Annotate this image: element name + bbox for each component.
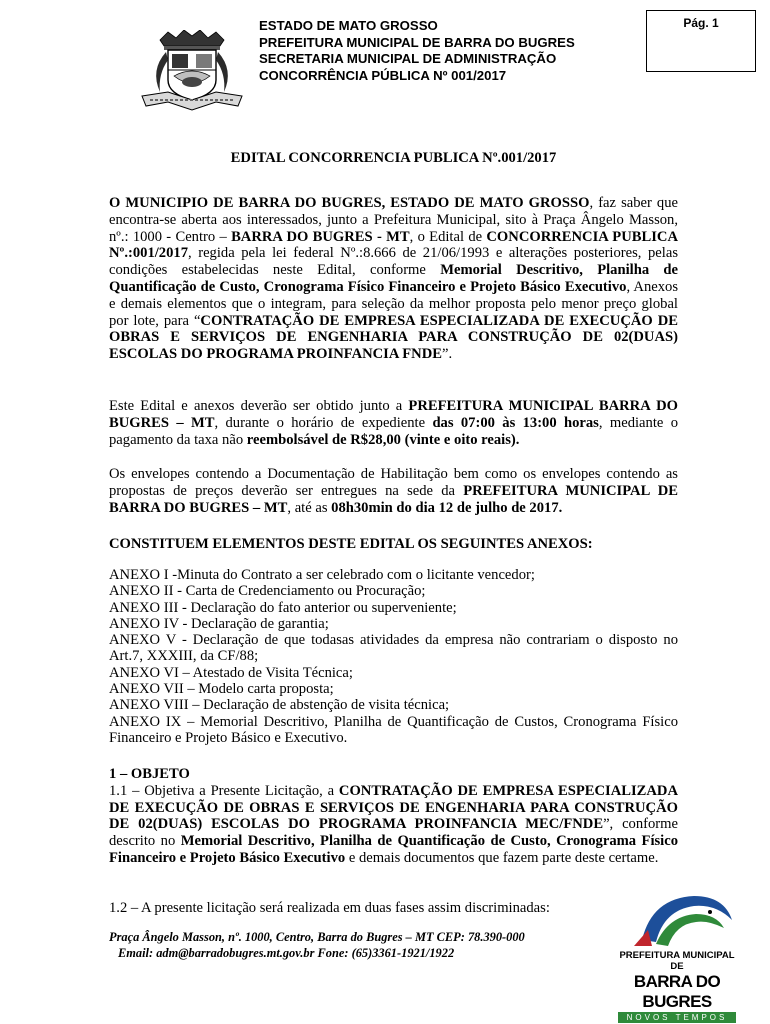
objeto-text-3: e demais documentos que fazem parte deste certame. <box>345 849 659 866</box>
intro-object: CONTRATAÇÃO DE EMPRESA ESPECIALIZADA DE EXECUÇÃO DE OBRAS E SERVIÇOS DE ENGENHARIA PARA CONSTRUÇÃO DE 02(DUAS) ESCOLAS DO PROGRAMA PROINFANCIA FNDE <box>109 312 678 363</box>
annex-list <box>109 567 678 746</box>
p3-prefeitura: PREFEITURA MUNICIPAL DE BARRA DO BUGRES – MT <box>109 482 679 516</box>
coat-of-arms <box>138 30 246 112</box>
header-block <box>259 18 575 84</box>
logo-tagline: NOVOS TEMPOS <box>618 1012 736 1023</box>
p3-deadline: 08h30min do dia 12 de julho de 2017. <box>331 499 563 516</box>
logo-top-text: PREFEITURA MUNICIPAL DE <box>619 950 735 972</box>
paragraph-edital-acquisition <box>109 398 678 448</box>
p3-text-1: Os envelopes contendo a Documentação de Habilitação bem como os envelopes contendo as propostas de preços deverão ser entregues na sede da <box>109 466 678 499</box>
document-title <box>109 150 678 167</box>
annex-item: ANEXO V - Declaração de que todasas atividades da empresa não contrariam o disposto no Art.7, XXXIII, da CF/88; <box>109 632 678 665</box>
footer-line-1: Praça Ângelo Masson, nº. 1000, Centro, Barra do Bugres – MT CEP: 78.390-000 <box>109 930 525 944</box>
p2-text-2: , durante o horário de expediente <box>214 414 433 431</box>
document-title-text: EDITAL CONCORRENCIA PUBLICA Nº.001/2017 <box>230 150 557 166</box>
annexes-heading <box>109 536 678 553</box>
header-secretaria: SECRETARIA MUNICIPAL DE ADMINISTRAÇÃO <box>259 51 557 67</box>
annex-item: ANEXO II - Carta de Credenciamento ou Procuração; <box>109 583 426 600</box>
annex-item: ANEXO VIII – Declaração de abstenção de visita técnica; <box>109 697 450 714</box>
intro-text-4: , Anexos e demais elementos que o integram, para seleção da melhor proposta pelo menor preço global por lote, para “ <box>109 278 679 329</box>
p2-hours: das 07:00 às 13:00 horas <box>432 414 599 431</box>
annex-item: ANEXO IV - Declaração de garantia; <box>109 615 329 632</box>
header-state: ESTADO DE MATO GROSSO <box>259 18 438 33</box>
logo-main-text: BARRA DO BUGRES <box>633 972 721 1011</box>
objeto-1-2 <box>109 900 678 917</box>
annex-item: ANEXO IX – Memorial Descritivo, Planilha de Quantificação de Custos, Cronograma Físico Financeiro e Projeto Básico e Executivo. <box>109 713 678 746</box>
p2-prefeitura: PREFEITURA MUNICIPAL BARRA DO BUGRES – MT <box>109 398 678 431</box>
p3-text-2: , até as <box>287 499 332 516</box>
intro-municipio: O MUNICIPIO DE BARRA DO BUGRES, ESTADO DE MATO GROSSO <box>109 195 590 211</box>
page-number-box <box>646 10 756 72</box>
objeto-text-1: 1.1 – Objetiva a Presente Licitação, a <box>109 782 339 799</box>
intro-text-1: , faz saber que encontra-se aberta aos interessados, junto a Prefeitura Municipal, sito à Praça Ângelo Masson, nº.: 1000 - Centro – <box>109 195 678 245</box>
objeto-1-2-text: 1.2 – A presente licitação será realizada em duas fases assim discriminadas: <box>109 900 550 916</box>
fish-logo-icon <box>612 890 742 948</box>
paragraph-envelopes <box>109 466 678 516</box>
objeto-heading: 1 – OBJETO <box>109 766 190 782</box>
footer-address <box>109 930 525 961</box>
intro-text-5: ”. <box>441 346 453 363</box>
header-prefeitura: PREFEITURA MUNICIPAL DE BARRA DO BUGRES <box>259 34 575 50</box>
objeto-documents: Memorial Descritivo, Planilha de Quantificação de Custo, Cronograma Físico Financeiro e Projeto Básico Executivo <box>109 833 679 866</box>
annex-item: ANEXO VII – Modelo carta proposta; <box>109 681 334 698</box>
header-concorrencia: CONCORRÊNCIA PÚBLICA Nº 001/2017 <box>259 67 507 83</box>
intro-documents: Memorial Descritivo, Planilha de Quantificação de Custo, Cronograma Físico Financeiro e Projeto Básico Executivo <box>109 262 678 295</box>
annex-item: ANEXO VI – Atestado de Visita Técnica; <box>109 664 353 681</box>
annex-item: ANEXO III - Declaração do fato anterior ou superveniente; <box>109 599 457 616</box>
p2-text-3: , mediante o pagamento da taxa não <box>109 414 679 448</box>
p2-text-1: Este Edital e anexos deverão ser obtido junto a <box>109 398 409 414</box>
annexes-heading-text: CONSTITUEM ELEMENTOS DESTE EDITAL OS SEGUINTES ANEXOS: <box>109 536 593 552</box>
page-number: Pág. 1 <box>683 16 719 30</box>
intro-paragraph <box>109 195 678 363</box>
intro-city: BARRA DO BUGRES - MT <box>231 228 410 245</box>
p2-fee: reembolsável de R$28,00 (vinte e oito reais). <box>246 431 520 448</box>
intro-text-3: , regida pela lei federal Nº.:8.666 de 21/06/1993 e alterações posteriores, pelas condições estabelecidas neste Edital, conforme <box>109 245 678 279</box>
intro-edital-number: CONCORRENCIA PUBLICA Nº.:001/2017 <box>109 228 678 262</box>
objeto-1-1 <box>109 783 678 867</box>
footer-logo <box>612 890 742 1022</box>
objeto-text-2: ”, conforme descrito no <box>109 816 678 850</box>
intro-text-2: , o Edital de <box>409 228 487 245</box>
objeto-contract: CONTRATAÇÃO DE EMPRESA ESPECIALIZADA DE EXECUÇÃO DE OBRAS E SERVIÇOS DE ENGENHARIA PARA CONSTRUÇÃO DE 02(DUAS) ESCOLAS DO PROGRAMA PROINFANCIA MEC/FNDE <box>109 782 678 833</box>
annex-item: ANEXO I -Minuta do Contrato a ser celebrado com o licitante vencedor; <box>109 567 535 583</box>
footer-line-2: Email: adm@barradobugres.mt.gov.br Fone: (65)3361-1921/1922 <box>118 945 455 960</box>
section-objeto <box>109 766 678 867</box>
